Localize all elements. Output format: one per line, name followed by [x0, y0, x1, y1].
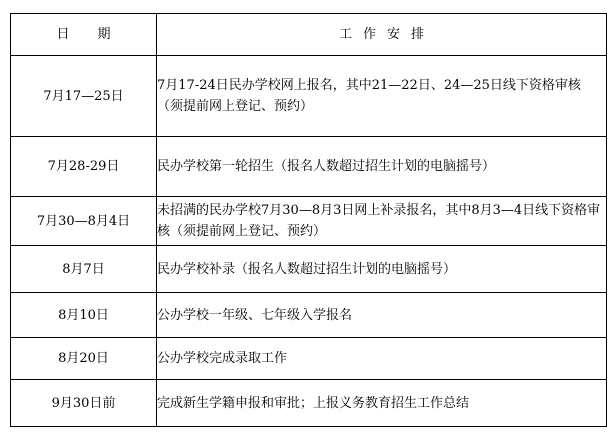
date-cell: 9月30日前 [11, 380, 157, 427]
table-row [11, 380, 607, 427]
task-column-header: 工作安排 [157, 14, 607, 56]
table-row [11, 293, 607, 338]
date-cell: 7月17—25日 [11, 56, 157, 137]
date-cell: 7月28-29日 [11, 137, 157, 197]
header-row [11, 14, 607, 56]
table-row [11, 137, 607, 197]
task-cell: 未招满的民办学校7月30—8月3日网上补录报名，其中8月3—4日线下资格审核（须提前网上登记、预约） [157, 197, 607, 246]
table-row [11, 338, 607, 380]
table-row [11, 56, 607, 137]
date-cell: 8月20日 [11, 338, 157, 380]
task-cell: 民办学校第一轮招生（报名人数超过招生计划的电脑摇号） [157, 137, 607, 197]
task-cell: 公办学校完成录取工作 [157, 338, 607, 380]
task-cell: 公办学校一年级、七年级入学报名 [157, 293, 607, 338]
table-row [11, 246, 607, 293]
task-cell: 民办学校补录（报名人数超过招生计划的电脑摇号） [157, 246, 607, 293]
date-column-header: 日期 [11, 14, 157, 56]
date-cell: 8月10日 [11, 293, 157, 338]
date-cell: 8月7日 [11, 246, 157, 293]
task-cell: 完成新生学籍申报和审批；上报义务教育招生工作总结 [157, 380, 607, 427]
date-cell: 7月30—8月4日 [11, 197, 157, 246]
schedule-table [10, 13, 607, 427]
table-row [11, 197, 607, 246]
task-cell: 7月17-24日民办学校网上报名，其中21—22日、24—25日线下资格审核（须提前网上登记、预约） [157, 56, 607, 137]
